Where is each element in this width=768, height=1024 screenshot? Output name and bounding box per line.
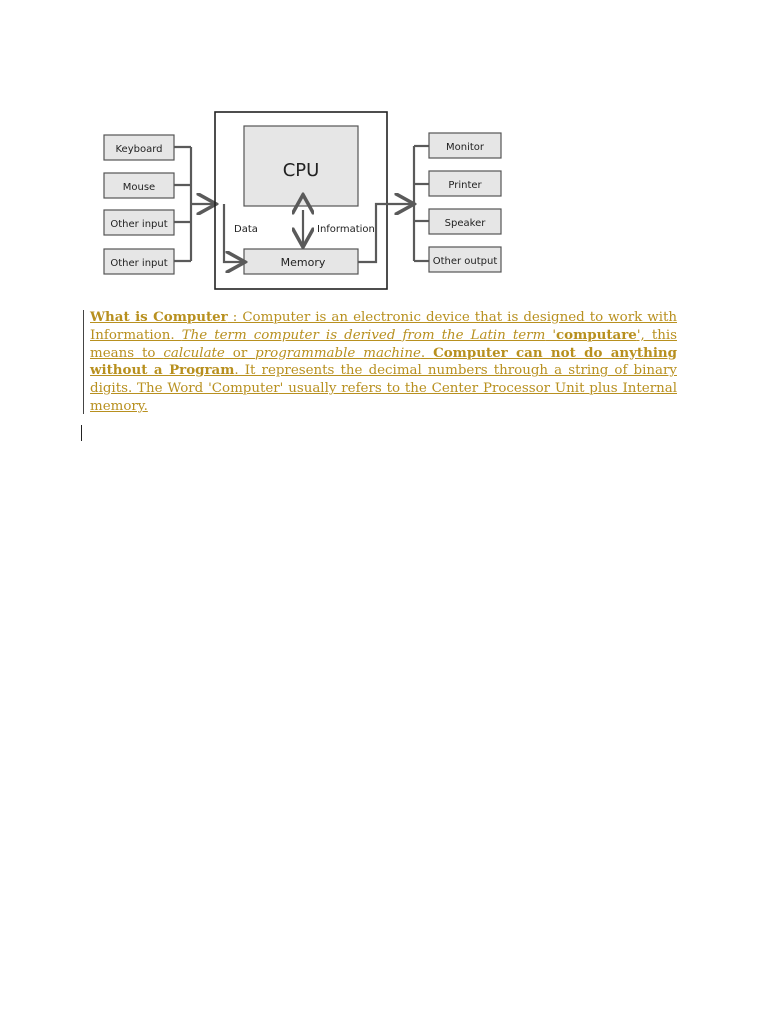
paragraph-text-6: . It represents the decimal numbers through a string of binary digits. The Word 'Computer' usually refers to the Center Processor Unit plus Internal memory. xyxy=(90,363,677,414)
input-connectors xyxy=(174,147,214,261)
input-other-label-2: Other input xyxy=(110,258,168,269)
output-connectors xyxy=(414,146,429,261)
data-label: Data xyxy=(234,224,258,235)
paragraph-heading: What is Computer xyxy=(90,309,228,325)
input-mouse-label: Mouse xyxy=(122,182,156,193)
output-printer-label: Printer xyxy=(448,180,482,191)
paragraph-text-2: ' xyxy=(545,327,557,343)
cpu-box xyxy=(244,126,358,206)
text-cursor xyxy=(81,425,82,441)
paragraph-text-1: : Computer is an electronic device that is designed to work with Information. xyxy=(90,310,677,343)
input-other-box-2 xyxy=(104,249,174,274)
input-other-label-1: Other input xyxy=(110,219,168,230)
input-keyboard-label: Keyboard xyxy=(115,144,163,155)
paragraph-text-3: ', this means to xyxy=(90,327,677,361)
information-label: Information xyxy=(317,224,375,235)
cpu-label: CPU xyxy=(282,160,320,181)
paragraph-italic-calculate: calculate xyxy=(163,345,225,361)
paragraph-italic-machine: programmable machine xyxy=(255,345,421,361)
paragraph-change-bar xyxy=(83,310,84,414)
paragraph-bold-program: Computer can not do anything without a Program xyxy=(90,344,678,379)
paragraph-text-4: or xyxy=(224,345,256,361)
output-monitor-box xyxy=(429,133,501,158)
paragraph-text-5: . xyxy=(420,345,434,361)
memory-box xyxy=(244,249,358,274)
output-monitor-label: Monitor xyxy=(445,142,485,153)
input-mouse-box xyxy=(104,173,174,198)
output-speaker-box xyxy=(429,209,501,234)
output-other-box xyxy=(429,247,501,272)
memory-label: Memory xyxy=(280,256,326,269)
input-other-box-1 xyxy=(104,210,174,235)
input-keyboard-box xyxy=(104,135,174,160)
definition-paragraph xyxy=(90,309,677,416)
paragraph-italic-1: The term computer is derived from the Latin term xyxy=(181,327,546,343)
computer-block-diagram xyxy=(96,106,516,296)
paragraph-term-computare: computare xyxy=(556,326,637,343)
output-other-label: Other output xyxy=(432,256,498,267)
output-printer-box xyxy=(429,171,501,196)
output-speaker-label: Speaker xyxy=(444,218,486,229)
